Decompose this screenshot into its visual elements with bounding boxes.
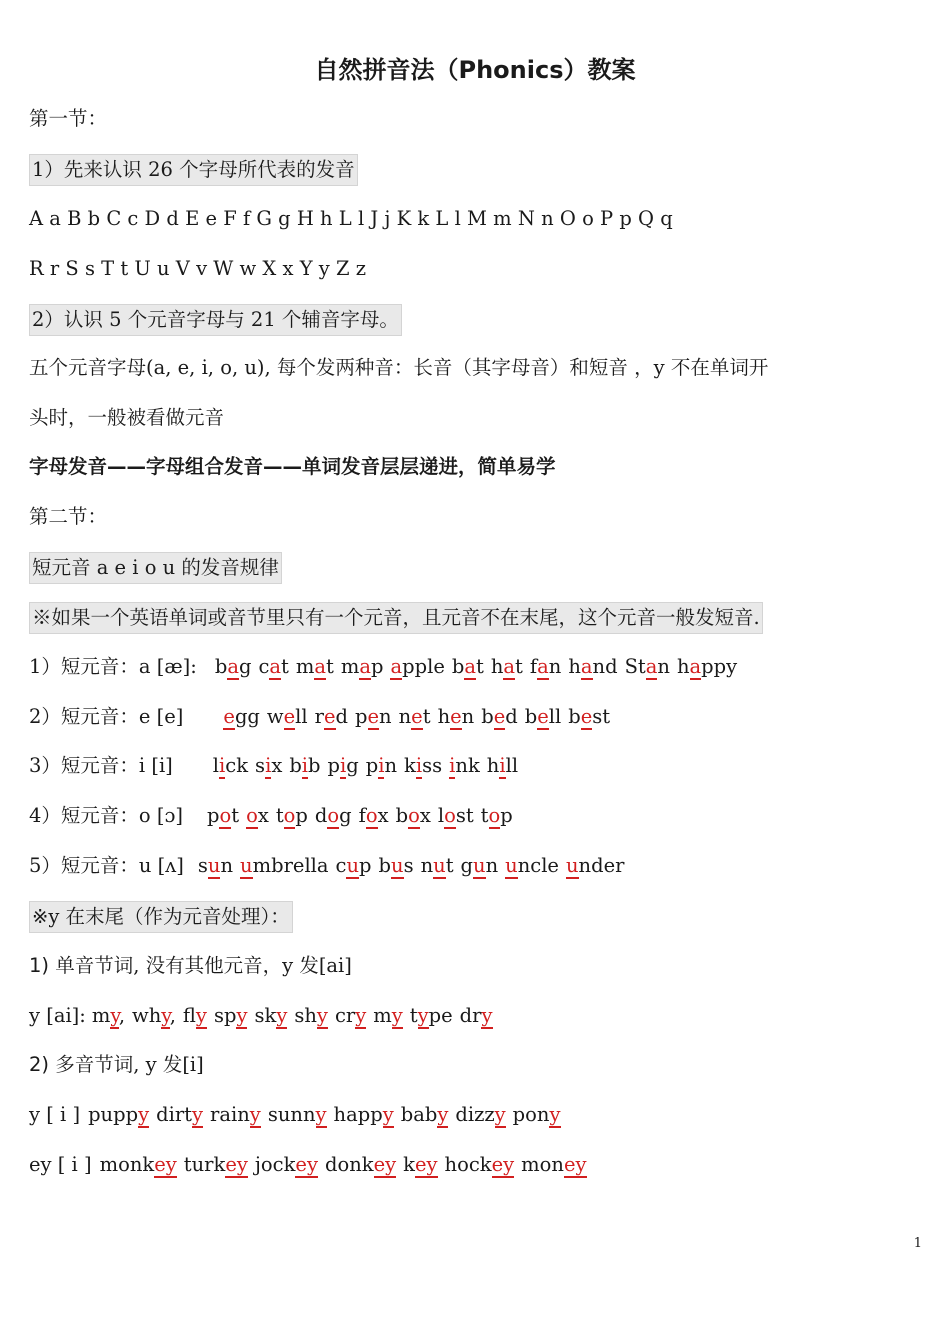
highlighted-vowel: y: [192, 1103, 204, 1126]
short-vowel-row-u: [29, 851, 631, 881]
example-word: hill: [486, 754, 519, 777]
highlighted-vowel: e: [367, 705, 380, 728]
example-word: puppy: [88, 1103, 150, 1126]
highlighted-vowel: ey: [154, 1153, 177, 1176]
highlighted-vowel: y: [236, 1004, 248, 1027]
highlighted-vowel: y: [316, 1004, 328, 1027]
short-vowel-row-i: [29, 751, 525, 781]
example-word: sky: [254, 1004, 288, 1027]
highlighted-vowel: i: [340, 754, 347, 777]
example-word: my: [373, 1004, 403, 1027]
rule-number: 2): [29, 1053, 50, 1076]
highlighted-vowel: y: [161, 1004, 170, 1027]
example-word: fly: [182, 1004, 207, 1027]
example-word: sunny: [267, 1103, 327, 1126]
short-vowel-label: 5）短元音：u [ʌ]: [29, 854, 184, 877]
highlighted-vowel: o: [327, 804, 340, 827]
example-word: egg: [223, 705, 260, 728]
y-i-label: y [ i ]: [29, 1103, 81, 1126]
highlighted-vowel: o: [444, 804, 456, 827]
highlighted-vowel: y: [549, 1103, 561, 1126]
highlighted-vowel: ey: [373, 1153, 397, 1176]
highlighted-vowel: i: [499, 754, 506, 777]
highlighted-vowel: i: [219, 754, 226, 777]
ey-i-label: ey [ i ]: [29, 1153, 92, 1176]
rule-number: 1): [29, 954, 50, 977]
example-word: baby: [400, 1103, 449, 1126]
highlighted-vowel: e: [493, 705, 506, 728]
example-word: under: [565, 854, 625, 877]
example-word: box: [395, 804, 431, 827]
example-word: hand: [568, 655, 618, 678]
short-vowel-label: 2）短元音：e [e]: [29, 705, 184, 728]
highlighted-vowel: e: [450, 705, 462, 728]
alphabet-line-1: A a B b C c D d E e F f G g H h L l J j K k L l M m N n O o P p Q q: [29, 207, 673, 230]
highlighted-vowel: e: [283, 705, 296, 728]
highlighted-vowel: y: [138, 1103, 150, 1126]
highlighted-vowel: o: [488, 804, 501, 827]
example-word: mat: [295, 655, 334, 678]
example-word: map: [340, 655, 384, 678]
example-word: key: [403, 1153, 438, 1176]
short-vowel-row-o: [29, 801, 520, 831]
example-word: hockey: [444, 1153, 515, 1176]
example-word: hen: [437, 705, 475, 728]
example-word: happy: [333, 1103, 394, 1126]
example-word: net: [398, 705, 431, 728]
highlighted-vowel: y: [110, 1004, 119, 1027]
section1-heading: 第一节：: [29, 107, 108, 130]
highlighted-vowel: a: [645, 655, 658, 678]
highlighted-vowel: ey: [491, 1153, 515, 1176]
highlighted-vowel: a: [464, 655, 476, 678]
highlighted-vowel: y: [315, 1103, 327, 1126]
y-i-row: [29, 1100, 568, 1130]
page-title: 自然拼音法（Phonics）教案: [314, 56, 636, 84]
highlighted-vowel: u: [346, 854, 360, 877]
highlighted-vowel: y: [355, 1004, 367, 1027]
alphabet-line-2: R r S s T t U u V v W w X x Y y Z z: [29, 257, 367, 280]
example-word: rainy: [210, 1103, 261, 1126]
highlighted-vowel: e: [323, 705, 336, 728]
highlighted-vowel: i: [265, 754, 272, 777]
highlighted-vowel: a: [314, 655, 327, 678]
highlighted-vowel: e: [411, 705, 423, 728]
highlighted-vowel: o: [283, 804, 296, 827]
highlighted-vowel: i: [301, 754, 309, 777]
y-rule-2: [29, 1050, 204, 1080]
highlighted-vowel: u: [207, 854, 221, 877]
short-vowel-row-e: [29, 702, 617, 732]
example-word: bus: [378, 854, 414, 877]
example-word: monkey: [99, 1153, 177, 1176]
highlighted-vowel: y: [417, 1004, 429, 1027]
rule-text: 单音节词, 没有其他元音，y 发[ai]: [49, 954, 352, 977]
section1-item1: 1）先来认识 26 个字母所代表的发音: [29, 154, 358, 186]
example-word: why,: [132, 1004, 176, 1027]
example-word: fox: [358, 804, 389, 827]
section1-item2: 2）认识 5 个元音字母与 21 个辅音字母。: [29, 304, 402, 336]
example-word: pin: [365, 754, 398, 777]
example-word: well: [266, 705, 308, 728]
ey-i-row: [29, 1150, 594, 1180]
example-word: type: [409, 1004, 453, 1027]
example-word: donkey: [324, 1153, 397, 1176]
highlighted-vowel: y: [437, 1103, 449, 1126]
example-word: best: [568, 705, 611, 728]
short-vowel-row-a: [29, 652, 744, 682]
example-word: red: [314, 705, 349, 728]
example-word: bib: [289, 754, 321, 777]
y-ai-label: y [ai]:: [29, 1004, 86, 1027]
example-word: lost: [437, 804, 474, 827]
example-word: lick: [212, 754, 249, 777]
highlighted-vowel: o: [408, 804, 420, 827]
example-word: money: [521, 1153, 587, 1176]
example-word: bed: [481, 705, 518, 728]
example-word: spy: [213, 1004, 248, 1027]
example-word: fan: [529, 655, 562, 678]
example-word: apple: [390, 655, 445, 678]
example-word: pony: [512, 1103, 561, 1126]
highlighted-vowel: y: [494, 1103, 506, 1126]
example-word: uncle: [505, 854, 559, 877]
highlighted-vowel: u: [505, 854, 518, 877]
highlighted-vowel: u: [391, 854, 404, 877]
example-word: nut: [420, 854, 454, 877]
highlighted-vowel: a: [689, 655, 702, 678]
example-word: umbrella: [240, 854, 329, 877]
highlighted-vowel: u: [565, 854, 579, 877]
example-word: Stan: [624, 655, 670, 678]
example-word: dizzy: [455, 1103, 506, 1126]
section2-heading: 第二节：: [29, 505, 108, 528]
y-rule-1: [29, 951, 352, 981]
example-word: pot: [206, 804, 240, 827]
example-word: my,: [91, 1004, 126, 1027]
example-word: top: [275, 804, 308, 827]
example-word: dirty: [156, 1103, 204, 1126]
highlighted-vowel: ey: [295, 1153, 318, 1176]
example-word: pen: [355, 705, 392, 728]
highlighted-vowel: y: [276, 1004, 288, 1027]
highlighted-vowel: a: [227, 655, 239, 678]
example-word: ox: [246, 804, 269, 827]
highlighted-vowel: y: [249, 1103, 261, 1126]
example-word: dog: [314, 804, 352, 827]
highlighted-vowel: ey: [225, 1153, 248, 1176]
example-word: bell: [524, 705, 562, 728]
example-word: jockey: [254, 1153, 318, 1176]
example-word: sun: [197, 854, 234, 877]
example-word: cup: [335, 854, 372, 877]
y-ai-row: [29, 1001, 500, 1031]
rule-text: 多音节词, y 发[i]: [49, 1053, 204, 1076]
highlighted-vowel: u: [433, 854, 446, 877]
highlighted-vowel: i: [449, 754, 456, 777]
example-word: six: [255, 754, 283, 777]
example-word: bat: [451, 655, 484, 678]
highlighted-vowel: a: [269, 655, 282, 678]
section2-box-title: 短元音 a e i o u 的发音规律: [29, 552, 282, 584]
highlighted-vowel: a: [580, 655, 593, 678]
vowel-description-1: 五个元音字母(a, e, i, o, u), 每个发两种音：长音（其字母音）和短音 ，y 不在单词开: [29, 356, 769, 379]
highlighted-vowel: a: [390, 655, 403, 678]
section2-box-rule: ※如果一个英语单词或音节里只有一个元音，且元音不在末尾，这个元音一般发短音.: [29, 602, 763, 634]
example-word: cry: [334, 1004, 367, 1027]
example-word: dry: [459, 1004, 493, 1027]
highlighted-vowel: o: [365, 804, 378, 827]
example-word: bag: [214, 655, 252, 678]
highlighted-vowel: o: [246, 804, 258, 827]
highlighted-vowel: ey: [563, 1153, 587, 1176]
highlighted-vowel: a: [537, 655, 549, 678]
short-vowel-label: 4）短元音：o [ɔ]: [29, 804, 183, 827]
highlighted-vowel: i: [378, 754, 385, 777]
highlighted-vowel: a: [359, 655, 371, 678]
highlighted-vowel: e: [537, 705, 549, 728]
highlighted-vowel: y: [391, 1004, 403, 1027]
highlighted-vowel: e: [223, 705, 235, 728]
highlighted-vowel: y: [382, 1103, 394, 1126]
example-word: pig: [327, 754, 359, 777]
highlighted-vowel: e: [580, 705, 593, 728]
vowel-description-2: 头时，一般被看做元音: [29, 406, 225, 429]
example-word: top: [480, 804, 513, 827]
highlighted-vowel: i: [415, 754, 423, 777]
highlighted-vowel: o: [219, 804, 232, 827]
highlighted-vowel: y: [195, 1004, 207, 1027]
short-vowel-label: 1）短元音：a [æ]:: [29, 655, 197, 678]
highlighted-vowel: y: [481, 1004, 493, 1027]
example-word: turkey: [183, 1153, 248, 1176]
example-word: gun: [460, 854, 499, 877]
highlighted-vowel: u: [240, 854, 253, 877]
highlighted-vowel: u: [473, 854, 486, 877]
example-word: happy: [676, 655, 738, 678]
highlighted-vowel: ey: [414, 1153, 438, 1176]
highlighted-vowel: a: [503, 655, 516, 678]
y-ending-box: ※y 在末尾（作为元音处理）：: [29, 901, 293, 933]
example-word: shy: [294, 1004, 328, 1027]
short-vowel-label: 3）短元音：i [i]: [29, 754, 173, 777]
example-word: hat: [490, 655, 523, 678]
motto: 字母发音——字母组合发音——单词发音层层递进，简单易学: [29, 455, 556, 478]
page-number: 1: [913, 1236, 922, 1251]
example-word: ink: [449, 754, 480, 777]
example-word: kiss: [404, 754, 443, 777]
example-word: cat: [258, 655, 289, 678]
